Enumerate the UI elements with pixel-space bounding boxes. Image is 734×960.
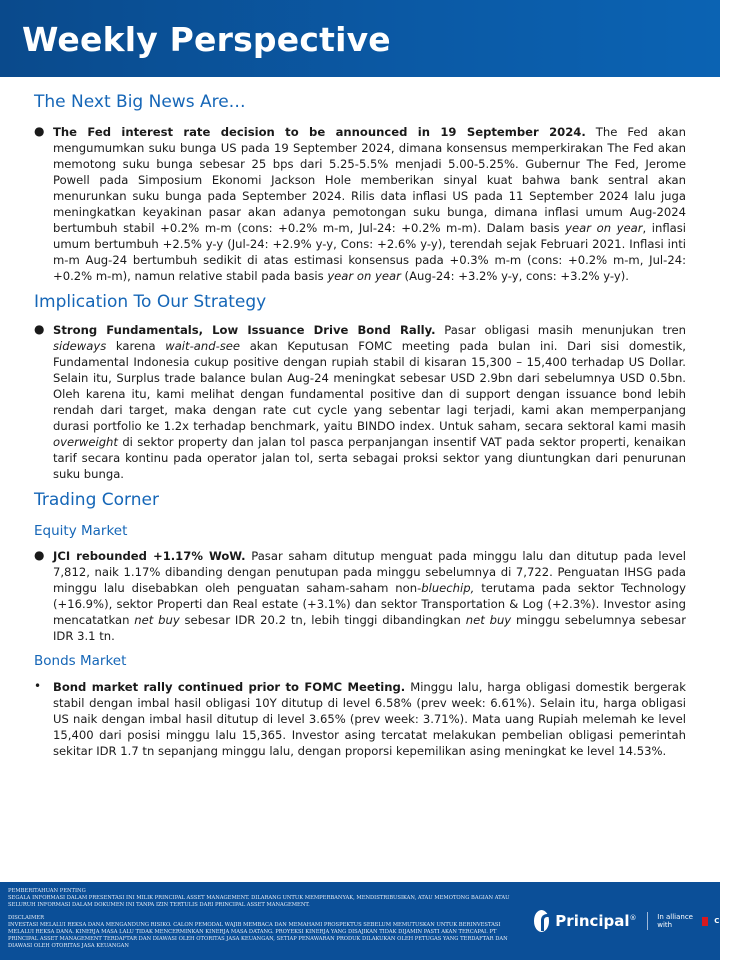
paragraph-implication [53,322,686,482]
bullet-icon: ● [34,124,45,138]
disclaimer-text: INVESTASI MELALUI REKSA DANA MENGANDUNG RISIKO. CALON PEMODAL WAJIB MEMBACA DAN MEMAHAMI PROSPEKTUS SEBELUM MEMUTUSKAN UNTUK BERINVESTASI MELALUI REKSA DANA. KINERJA MASA LALU TIDAK MENCERMINKAN KINERJA MASA DATANG. PROYEKSI KINERJA YANG DISAJIKAN TIDAK DIJAMIN PASTI AKAN TERCAPAI. PT PRINCIPAL ASSET MANAGEMENT TERDAFTAR DAN DIAWASI OLEH OTORITAS JASA KEUANGAN, SETIAP PENAWARAN PRODUK DILAKUKAN OLEH PETUGAS YANG TERDAFTAR DAN DIAWASI OLEH OTORITAS JASA KEUANGAN [8,922,508,949]
notice-title: PEMBERITAHUAN PENTING [8,888,86,894]
alliance-text: In alliance with [657,913,693,929]
paragraph-lead: JCI rebounded +1.17% WoW. [53,549,246,563]
page-title: Weekly Perspective [22,20,391,59]
paragraph-text: minggu sebelumnya sebesar IDR 3.1 tn. [53,613,687,643]
paragraph-text: (Aug-24: +3.2% y-y, cons: +3.2% y-y). [400,269,629,283]
registered-mark: ® [629,914,637,922]
paragraph-text: karena [106,339,166,353]
paragraph-emphasis: wait-and-see [165,339,241,353]
paragraph-bonds-market [53,679,686,759]
paragraph-text: Minggu lalu, harga obligasi domestik bergerak stabil dengan imbal hasil obligasi 10Y ditutup di level 6.58% (prev week: 6.61%). Selain itu, harga obligasi US naik dengan imbal hasil ditutup di level 3.65% (prev week: 3.71%). Mata uang Rupiah melemah ke level 15,400 dari posisi minggu lalu 15,365. Investor asing tercatat melakukan pembelian obligasi pemerintah sekitar IDR 1.7 tn sepanjang minggu lalu, dengan proporsi kepemilikan asing meningkat ke level 14.53%. [53,680,686,758]
paragraph-lead: Bond market rally continued prior to FOMC Meeting. [53,680,406,694]
disclaimer-title: DISCLAIMER [8,915,44,921]
section-heading-next-big-news: The Next Big News Are… [34,92,246,112]
partner-name: CIMB [714,917,734,925]
paragraph-emphasis: year on year [565,221,643,235]
subheading-bonds-market: Bonds Market [34,653,127,669]
paragraph-emphasis: sideways [53,339,107,353]
paragraph-emphasis: net buy [134,613,180,627]
paragraph-text: di sektor property dan jalan tol pasca perpanjangan insentif VAT pada sektor properti, kenaikan tarif secara kontinu pada operator jalan tol, serta sebagai proksi sektor yang diuntungkan dari penurunan suku bunga. [53,435,686,481]
paragraph-emphasis: year on year [327,269,401,283]
paragraph-equity-market [53,548,686,644]
paragraph-emphasis: bluechip, [421,581,475,595]
brand-divider [647,912,648,930]
cimb-logo-icon [702,917,708,926]
brand-logo-group [534,908,734,934]
paragraph-text: , inflasi umum bertumbuh +2.5% y-y (Jul-24: +2.9% y-y, Cons: +2.6% y-y), terendah sejak Februari 2021. Inflasi inti m-m Aug-24 bertumbuh sedikit di atas estimasi konsensus pada +0.3% m-m (cons: +0.2% m-m, Jul-24: +0.2% m-m), namun relative stabil pada basis [53,221,687,283]
paragraph-text: akan Keputusan FOMC meeting pada bulan ini. Dari sisi domestik, Fundamental Indonesia cukup positive dengan rupiah stabil di kisaran 15,300 – 15,400 terhadap US Dollar. Selain itu, Surplus trade balance bulan Aug-24 meningkat sebesar USD 2.9bn dari sebelumnya USD 0.5bn. Oleh karena itu, kami melihat dengan fundamental positive dan di support dengan issuance bond lebih rendah dari target, maka dengan rate cut cycle yang sebentar lagi terjadi, kami akan memperpanjang durasi portfolio ke 1.2x terhadap benchmark, yaitu BINDO index. Untuk saham, secara sektoral kami masih [53,339,686,433]
brand-name-text: Principal [555,912,630,930]
paragraph-text: sebesar IDR 20.2 tn, lebih tinggi dibandingkan [179,613,466,627]
paragraph-text: Pasar saham ditutup menguat pada minggu lalu dan ditutup pada level 7,812, naik 1.17% dibanding dengan penutupan pada minggu sebelumnya di 7,722. Penguatan IHSG pada minggu lalu disebabkan oleh penguatan saham-saham non- [53,549,686,595]
footer-legal-text [8,888,518,950]
principal-logo-icon [534,910,549,932]
notice-text: SEGALA INFORMASI DALAM PRESENTASI INI MILIK PRINCIPAL ASSET MANAGEMENT. DILARANG UNTUK MEMPERBANYAK, MENDISTRIBUSIKAN, ATAU MEMOTONG BAGIAN ATAU SELURUH INFORMASI DALAM DOKUMEN INI TANPA IZIN TERTULIS DARI PRINCIPAL ASSET MANAGEMENT. [8,895,510,908]
subheading-equity-market: Equity Market [34,523,128,539]
section-heading-implication: Implication To Our Strategy [34,292,267,312]
paragraph-emphasis: overweight [53,435,118,449]
bullet-icon: ● [34,548,45,562]
bullet-icon: • [34,679,42,693]
bullet-icon: ● [34,322,45,336]
paragraph-lead: The Fed interest rate decision to be announced in 19 September 2024. [53,125,586,139]
paragraph-lead: Strong Fundamentals, Low Issuance Drive Bond Rally. [53,323,436,337]
page-header [0,0,720,77]
paragraph-text: The Fed akan mengumumkan suku bunga US pada 19 September 2024, dimana konsensus memperkirakan The Fed akan memotong suku bunga sebesar 25 bps dari 5.25-5.5% menjadi 5.00-5.25%. Gubernur The Fed, Jerome Powell pada Simposium Ekonomi Jackson Hole memberikan sinyal kuat bahwa bank sentral akan menurunkan suku bunga pada September 2024. Rilis data inflasi US pada 11 September 2024 lalu juga meningkatkan keyakinan pasar akan adanya pemotongan suku bunga, dimana inflasi umum Aug-2024 bertumbuh stabil +0.2% m-m (cons: +0.2% m-m, Jul-24: +0.2% m-m). Dalam basis [53,125,686,235]
paragraph-emphasis: net buy [465,613,512,627]
paragraph-text: terutama pada sektor Technology (+16.9%), sektor Properti dan Real estate (+3.1%) dan sektor Transportation & Log (+2.3%). Investor asing mencatatkan [53,581,686,627]
paragraph-text: Pasar obligasi masih menunjukan tren [435,323,686,337]
brand-name [555,912,636,930]
section-heading-trading-corner: Trading Corner [34,490,159,510]
paragraph-next-big-news [53,124,686,284]
